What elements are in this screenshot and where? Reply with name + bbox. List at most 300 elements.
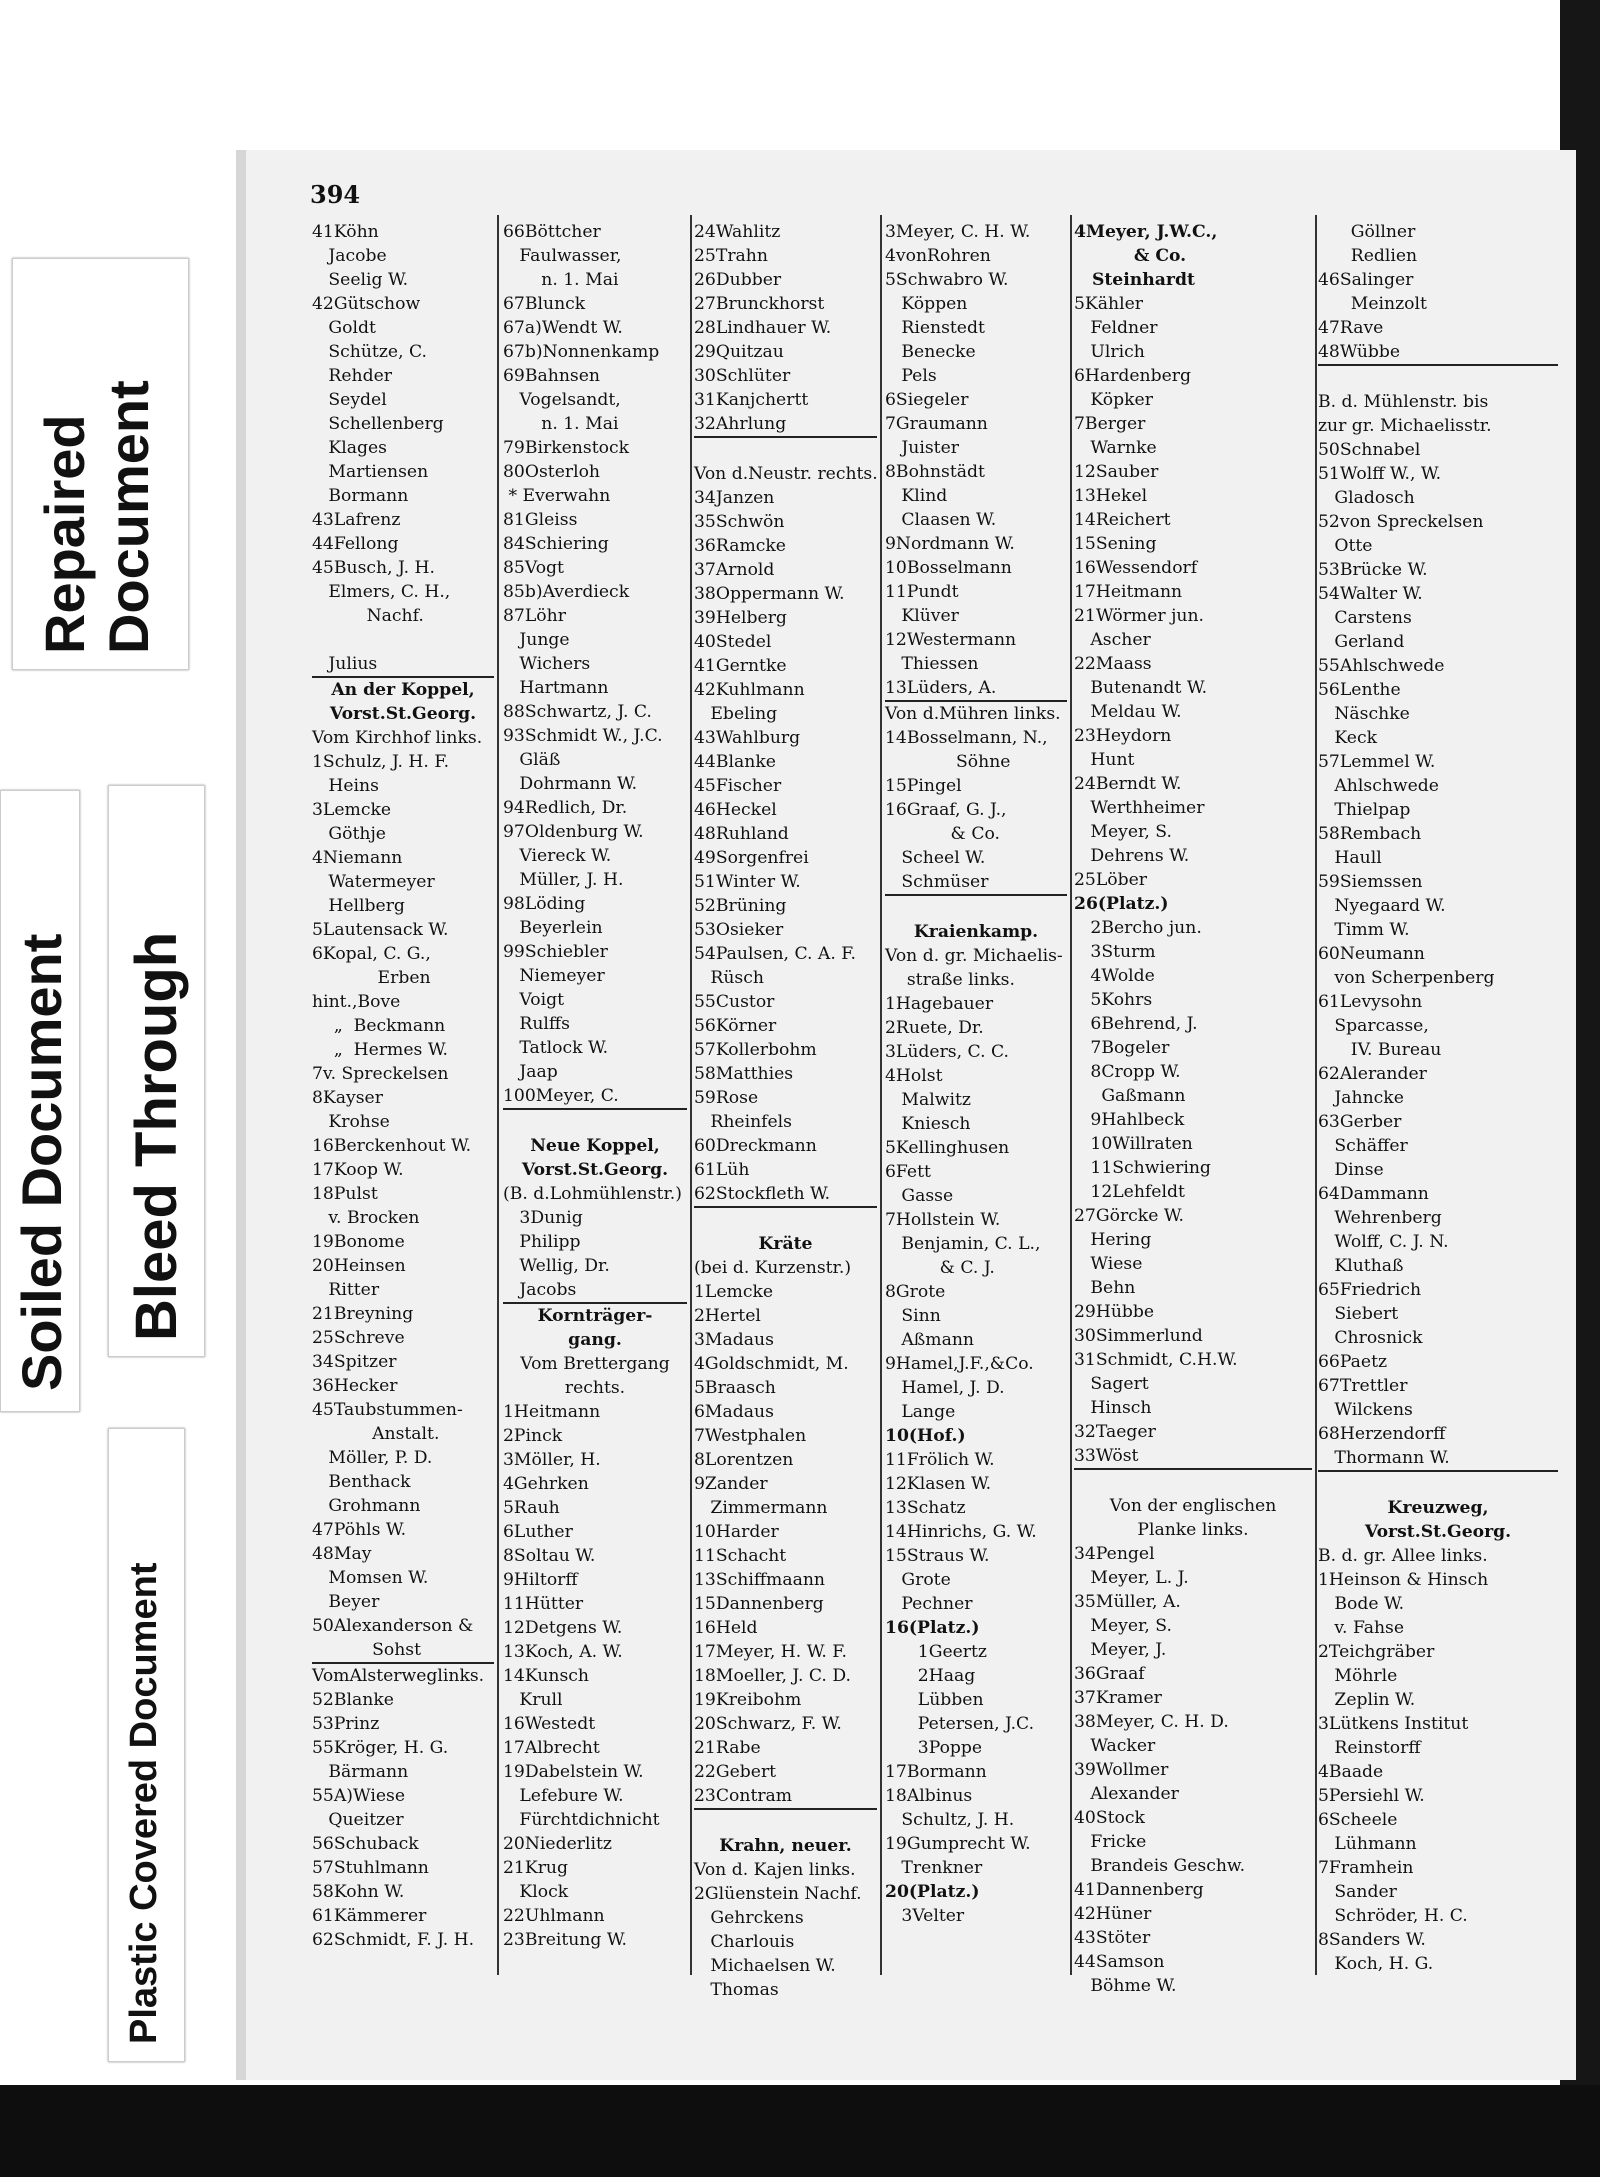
directory-entry: 9Hahlbeck — [1074, 1110, 1185, 1130]
directory-entry: 4vonRohren — [885, 246, 991, 266]
directory-entry: B. d. gr. Allee links. — [1318, 1546, 1488, 1566]
directory-entry: 47Rave — [1318, 318, 1384, 338]
directory-entry: 60Dreckmann — [694, 1136, 817, 1156]
directory-entry: 18Pulst — [312, 1184, 378, 1204]
directory-entry: 56Schuback — [312, 1834, 419, 1854]
directory-entry: 4Wolde — [1074, 966, 1155, 986]
directory-entry: 6Scheele — [1318, 1810, 1398, 1830]
directory-entry: Alexander — [1074, 1784, 1179, 1804]
directory-entry: Klock — [503, 1882, 569, 1902]
directory-entry: 23Contram — [694, 1784, 877, 1810]
directory-entry: 21Wörmer jun. — [1074, 606, 1205, 626]
directory-entry: Benthack — [312, 1472, 411, 1492]
directory-entry: Charlouis — [694, 1932, 795, 1952]
directory-entry: Schröder, H. C. — [1318, 1906, 1468, 1926]
directory-entry — [694, 1810, 877, 1834]
directory-entry: 44Samson — [1074, 1952, 1165, 1972]
directory-entry: Schmüser — [885, 870, 1067, 896]
directory-entry: Niemeyer — [503, 966, 605, 986]
directory-entry: Von d.Mühren links. — [885, 704, 1061, 724]
directory-entry: 5Schwabro W. — [885, 270, 1009, 290]
directory-entry: 45Busch, J. H. — [312, 558, 435, 578]
directory-entry: Otte — [1318, 536, 1373, 556]
directory-entry: 8Soltau W. — [503, 1546, 596, 1566]
directory-entry: „ Hermes W. — [312, 1040, 448, 1060]
directory-entry: 6Behrend, J. — [1074, 1014, 1198, 1034]
directory-entry: Meyer, S. — [1074, 822, 1172, 842]
directory-entry: 14Reichert — [1074, 510, 1171, 530]
directory-entry: 31Schmidt, C.H.W. — [1074, 1350, 1238, 1370]
directory-entry: Gehrckens — [694, 1908, 804, 1928]
directory-entry: hint.,Bove — [312, 992, 401, 1012]
directory-entry: Ulrich — [1074, 342, 1145, 362]
directory-entry: 16Held — [694, 1618, 758, 1638]
directory-entry: 12Detgens W. — [503, 1618, 623, 1638]
directory-entry: Elmers, C. H., — [312, 582, 451, 602]
label-soiled-document — [0, 790, 80, 1412]
directory-entry: 26(Platz.) — [1074, 894, 1169, 914]
directory-entry: 67Blunck — [503, 294, 586, 314]
directory-entry: Philipp — [503, 1232, 581, 1252]
directory-entry: 93Schmidt W., J.C. — [503, 726, 663, 746]
directory-entry: Keck — [1318, 728, 1377, 748]
directory-entry: 67a)Wendt W. — [503, 318, 623, 338]
directory-entry: 3Möller, H. — [503, 1450, 601, 1470]
directory-entry: straße links. — [885, 970, 1015, 990]
directory-entry: Gerland — [1318, 632, 1405, 652]
directory-entry: Carstens — [1318, 608, 1412, 628]
directory-entry: 1Heinson & Hinsch — [1318, 1570, 1489, 1590]
directory-entry: 16Wessendorf — [1074, 558, 1198, 578]
directory-entry: 4Meyer, J.W.C., — [1074, 222, 1218, 242]
directory-entry: 16Westedt — [503, 1714, 596, 1734]
directory-entry: Claasen W. — [885, 510, 997, 530]
directory-entry: Petersen, J.C. — [885, 1714, 1035, 1734]
directory-entry: 46Salinger — [1318, 270, 1414, 290]
directory-entry: Fricke — [1074, 1832, 1147, 1852]
directory-entry: Müller, J. H. — [503, 870, 624, 890]
directory-entry: 12Klasen W. — [885, 1474, 992, 1494]
directory-entry: 5Braasch — [694, 1378, 776, 1398]
directory-entry: 3Dunig — [503, 1208, 583, 1228]
directory-entry: Benecke — [885, 342, 976, 362]
directory-entry: 4Goldschmidt, M. — [694, 1354, 849, 1374]
directory-entry: 22Maass — [1074, 654, 1152, 674]
directory-entry: 15Pingel — [885, 776, 962, 796]
directory-entry: 56Lenthe — [1318, 680, 1401, 700]
directory-entry: Redlien — [1318, 246, 1418, 266]
directory-entry: 27Brunckhorst — [694, 294, 825, 314]
directory-entry: Schütze, C. — [312, 342, 427, 362]
directory-entry: 29Hübbe — [1074, 1302, 1155, 1322]
directory-entry: Viereck W. — [503, 846, 612, 866]
directory-entry: 94Redlich, Dr. — [503, 798, 628, 818]
directory-entry: Göthje — [312, 824, 386, 844]
directory-entry: 59Rose — [694, 1088, 759, 1108]
directory-entry: Meyer, S. — [1074, 1616, 1172, 1636]
directory-entry: 25Trahn — [694, 246, 768, 266]
directory-entry: Sagert — [1074, 1374, 1149, 1394]
directory-entry: Dohrmann W. — [503, 774, 638, 794]
directory-entry: Rienstedt — [885, 318, 985, 338]
directory-entry: Werthheimer — [1074, 798, 1205, 818]
directory-entry: 62Stockfleth W. — [694, 1182, 877, 1208]
directory-entry: Köpker — [1074, 390, 1153, 410]
directory-entry: 1Schulz, J. H. F. — [312, 752, 450, 772]
directory-entry: 4Niemann — [312, 848, 403, 868]
directory-entry: Hartmann — [503, 678, 609, 698]
directory-entry: 49Sorgenfrei — [694, 848, 809, 868]
directory-column-2 — [503, 220, 687, 1952]
directory-column-6 — [1318, 220, 1558, 1976]
directory-entry: 7Bogeler — [1074, 1038, 1170, 1058]
directory-entry: 17Heitmann — [1074, 582, 1183, 602]
directory-entry: 38Oppermann W. — [694, 584, 845, 604]
directory-entry: 16Berckenhout W. — [312, 1136, 472, 1156]
directory-entry: Möhrle — [1318, 1666, 1398, 1686]
directory-entry: Grohmann — [312, 1496, 421, 1516]
directory-entry: Wilckens — [1318, 1400, 1413, 1420]
directory-entry: Bode W. — [1318, 1594, 1405, 1614]
directory-entry: 42Kuhlmann — [694, 680, 805, 700]
directory-entry: 5Kellinghusen — [885, 1138, 1010, 1158]
directory-entry: 11Frölich W. — [885, 1450, 995, 1470]
directory-entry: 54Paulsen, C. A. F. — [694, 944, 856, 964]
directory-entry: Krohse — [312, 1112, 390, 1132]
directory-entry: Rheinfels — [694, 1112, 792, 1132]
directory-entry: 55Custor — [694, 992, 775, 1012]
directory-entry: Butenandt W. — [1074, 678, 1208, 698]
directory-entry: (bei d. Kurzenstr.) — [694, 1258, 852, 1278]
directory-entry: 18Moeller, J. C. D. — [694, 1666, 851, 1686]
directory-entry: 69Bahnsen — [503, 366, 600, 386]
column-rule — [690, 215, 692, 1975]
directory-entry: 43Wahlburg — [694, 728, 801, 748]
directory-entry: Seydel — [312, 390, 387, 410]
directory-entry: Krahn, neuer. — [719, 1836, 852, 1856]
directory-entry: 6Madaus — [694, 1402, 774, 1422]
directory-entry: 3Velter — [885, 1906, 965, 1926]
directory-entry: Jahncke — [1318, 1088, 1404, 1108]
directory-entry: 3Lemcke — [312, 800, 392, 820]
directory-entry: Bärmann — [312, 1762, 409, 1782]
directory-entry: Bormann — [312, 486, 409, 506]
directory-entry — [694, 438, 877, 462]
directory-entry: Voigt — [503, 990, 564, 1010]
directory-entry: 24Wahlitz — [694, 222, 781, 242]
directory-entry: Feldner — [1074, 318, 1158, 338]
directory-entry: 21Rabe — [694, 1738, 761, 1758]
directory-entry: 27Görcke W. — [1074, 1206, 1184, 1226]
directory-entry: Erben — [312, 968, 431, 988]
directory-entry: Hellberg — [312, 896, 405, 916]
directory-entry: 20(Platz.) — [885, 1882, 980, 1902]
directory-entry: Anstalt. — [312, 1424, 440, 1444]
directory-entry: Kreuzweg, — [1387, 1498, 1489, 1518]
label-bleed-through — [108, 785, 205, 1357]
directory-entry: 8Lorentzen — [694, 1450, 794, 1470]
directory-entry: 63Gerber — [1318, 1112, 1402, 1132]
directory-entry: Hamel, J. D. — [885, 1378, 1005, 1398]
directory-entry: 6Luther — [503, 1522, 573, 1542]
directory-entry: & Co. — [885, 824, 1000, 844]
directory-entry: 39Helberg — [694, 608, 787, 628]
directory-entry: 7v. Spreckelsen — [312, 1064, 449, 1084]
directory-entry: 12Lehfeldt — [1074, 1182, 1185, 1202]
directory-entry: 34Spitzer — [312, 1352, 397, 1372]
directory-entry: Lühmann — [1318, 1834, 1417, 1854]
directory-entry: Kraienkamp. — [913, 922, 1039, 942]
directory-entry: Julius — [312, 652, 494, 678]
directory-entry: 41Gerntke — [694, 656, 787, 676]
directory-entry: 1Heitmann — [503, 1402, 601, 1422]
directory-entry: Heins — [312, 776, 379, 796]
directory-entry: Möller, P. D. — [312, 1448, 433, 1468]
directory-entry: Planke links. — [1137, 1520, 1249, 1540]
directory-entry: Näschke — [1318, 704, 1410, 724]
directory-entry: 61Levysohn — [1318, 992, 1423, 1012]
directory-entry: 15Straus W. — [885, 1546, 990, 1566]
directory-entry: 24Berndt W. — [1074, 774, 1182, 794]
directory-entry: 66Böttcher — [503, 222, 601, 242]
directory-entry: 4Baade — [1318, 1762, 1384, 1782]
directory-entry: 80Osterloh — [503, 462, 600, 482]
directory-entry: Vom Brettergang — [520, 1354, 670, 1374]
directory-entry — [1318, 366, 1558, 390]
directory-entry: Thiessen — [885, 654, 979, 674]
directory-entry: Grote — [885, 1570, 951, 1590]
directory-entry: 38Meyer, C. H. D. — [1074, 1712, 1229, 1732]
directory-entry: 48Ruhland — [694, 824, 789, 844]
directory-entry: Malwitz — [885, 1090, 971, 1110]
directory-entry — [885, 896, 1067, 920]
directory-entry: 45Taubstummen- — [312, 1400, 463, 1420]
directory-entry: 45Fischer — [694, 776, 782, 796]
directory-entry: Juister — [885, 438, 959, 458]
directory-entry: 32Ahrlung — [694, 412, 877, 438]
directory-entry: Klages — [312, 438, 387, 458]
directory-entry: 98Löding — [503, 894, 586, 914]
directory-entry: Ritter — [312, 1280, 380, 1300]
directory-entry: Kräte — [758, 1234, 813, 1254]
directory-entry: Ebeling — [694, 704, 778, 724]
directory-entry: 6Hardenberg — [1074, 366, 1192, 386]
directory-entry: 19Bonome — [312, 1232, 405, 1252]
directory-entry: Schäffer — [1318, 1136, 1408, 1156]
directory-entry: VomAlsterweglinks. — [312, 1666, 485, 1686]
directory-entry: Dehrens W. — [1074, 846, 1190, 866]
directory-entry: Rüsch — [694, 968, 764, 988]
directory-entry — [312, 628, 494, 652]
directory-entry: 51Wolff W., W. — [1318, 464, 1442, 484]
directory-entry: 85b)Averdieck — [503, 582, 630, 602]
directory-entry: „ Beckmann — [312, 1016, 446, 1036]
label-repaired-document — [12, 258, 189, 670]
directory-entry: 19Kreibohm — [694, 1690, 802, 1710]
column-rule — [1070, 215, 1072, 1975]
directory-entry: 3Poppe — [885, 1738, 983, 1758]
directory-entry: Klind — [885, 486, 948, 506]
directory-entry: Scheel W. — [885, 848, 986, 868]
directory-entry: 9Hiltorff — [503, 1570, 578, 1590]
directory-entry: 87Löhr — [503, 606, 566, 626]
directory-entry — [1074, 1470, 1312, 1494]
directory-entry: 17Albrecht — [503, 1738, 600, 1758]
label-bleed-text: Bleed Through — [124, 931, 189, 1341]
directory-entry: 10Willraten — [1074, 1134, 1193, 1154]
directory-entry: 13Koch, A. W. — [503, 1642, 623, 1662]
directory-entry: 2Hertel — [694, 1306, 761, 1326]
directory-entry: 33Wöst — [1074, 1444, 1312, 1470]
directory-entry: 100Meyer, C. — [503, 1084, 687, 1110]
label-plastic-text: Plastic Covered Document — [123, 1562, 165, 2044]
directory-entry: 79Birkenstock — [503, 438, 629, 458]
directory-entry: 97Oldenburg W. — [503, 822, 644, 842]
directory-entry: Sparcasse, — [1318, 1016, 1429, 1036]
directory-entry: 41Köhn — [312, 222, 379, 242]
directory-entry: 22Gebert — [694, 1762, 777, 1782]
directory-entry: 84Schiering — [503, 534, 609, 554]
directory-entry: Kornträger- — [537, 1306, 653, 1326]
directory-entry: 4Holst — [885, 1066, 943, 1086]
directory-entry: 8Cropp W. — [1074, 1062, 1181, 1082]
directory-entry: Meldau W. — [1074, 702, 1182, 722]
directory-entry: Wellig, Dr. — [503, 1256, 610, 1276]
directory-entry: 58Kohn W. — [312, 1882, 405, 1902]
directory-entry: Wiese — [1074, 1254, 1143, 1274]
directory-entry: Böhme W. — [1074, 1976, 1177, 1996]
directory-entry: Dinse — [1318, 1160, 1384, 1180]
directory-entry: 64Dammann — [1318, 1184, 1429, 1204]
directory-entry: Aßmann — [885, 1330, 974, 1350]
directory-entry: 57Kollerbohm — [694, 1040, 817, 1060]
directory-entry: Rulffs — [503, 1014, 570, 1034]
directory-entry: 5Kohrs — [1074, 990, 1153, 1010]
directory-entry: Steinhardt — [1074, 270, 1195, 290]
directory-entry: 16Graaf, G. J., — [885, 800, 1007, 820]
directory-entry: 17Koop W. — [312, 1160, 404, 1180]
directory-entry: 56Körner — [694, 1016, 777, 1036]
directory-entry: 60Neumann — [1318, 944, 1425, 964]
directory-entry: 1Geertz — [885, 1642, 987, 1662]
directory-column-3 — [694, 220, 877, 2002]
directory-entry: Beyer — [312, 1592, 380, 1612]
directory-entry: Vorst.St.Georg. — [329, 704, 477, 724]
directory-entry: Brandeis Geschw. — [1074, 1856, 1246, 1876]
directory-entry: 40Stedel — [694, 632, 772, 652]
directory-entry: 1Hagebauer — [885, 994, 994, 1014]
directory-entry: 8Grote — [885, 1282, 946, 1302]
label-soiled-text: Soiled Document — [10, 933, 73, 1391]
directory-entry: 58Rembach — [1318, 824, 1422, 844]
directory-entry: 66Paetz — [1318, 1352, 1388, 1372]
directory-entry: 14Bosselmann, N., — [885, 728, 1048, 748]
directory-entry: 1Lemcke — [694, 1282, 774, 1302]
directory-entry: 88Schwartz, J. C. — [503, 702, 652, 722]
directory-column-1 — [312, 220, 494, 1952]
directory-entry: 65Friedrich — [1318, 1280, 1422, 1300]
directory-entry: 2Haag — [885, 1666, 976, 1686]
directory-entry: Queitzer — [312, 1810, 404, 1830]
directory-entry: Vogelsandt, — [503, 390, 621, 410]
directory-entry: Vom Kirchhof links. — [312, 728, 483, 748]
directory-entry: Nyegaard W. — [1318, 896, 1446, 916]
directory-entry: 8Bohnstädt — [885, 462, 985, 482]
directory-entry: Von d. Kajen links. — [694, 1860, 856, 1880]
page-number: 394 — [310, 180, 361, 209]
directory-entry: Goldt — [312, 318, 376, 338]
label-plastic-covered — [108, 1428, 185, 2062]
directory-entry: * Everwahn — [503, 486, 611, 506]
directory-entry: 10(Hof.) — [885, 1426, 966, 1446]
directory-entry: 7Hollstein W. — [885, 1210, 1001, 1230]
directory-entry: Meinzolt — [1318, 294, 1427, 314]
directory-entry: 3Meyer, C. H. W. — [885, 222, 1031, 242]
directory-entry: 3Lütkens Institut — [1318, 1714, 1469, 1734]
directory-entry: Söhne — [885, 752, 1011, 772]
directory-entry: 3Madaus — [694, 1330, 774, 1350]
directory-entry: rechts. — [564, 1378, 626, 1398]
directory-entry: 50Schnabel — [1318, 440, 1421, 460]
directory-entry: 36Hecker — [312, 1376, 398, 1396]
directory-entry: 12Westermann — [885, 630, 1017, 650]
directory-entry: Schellenberg — [312, 414, 444, 434]
directory-entry: IV. Bureau — [1318, 1040, 1442, 1060]
directory-entry: Sohst — [312, 1638, 494, 1664]
directory-entry: Tatlock W. — [503, 1038, 609, 1058]
directory-entry — [503, 1110, 687, 1134]
directory-entry: 30Simmerlund — [1074, 1326, 1203, 1346]
directory-entry: 61Lüh — [694, 1160, 750, 1180]
directory-entry: 28Lindhauer W. — [694, 318, 832, 338]
directory-entry: 5Persiehl W. — [1318, 1786, 1425, 1806]
directory-entry: 6Fett — [885, 1162, 931, 1182]
directory-entry — [694, 1208, 877, 1232]
directory-entry: 32Taeger — [1074, 1422, 1156, 1442]
directory-entry: 20Heinsen — [312, 1256, 406, 1276]
column-rule — [1315, 215, 1317, 1975]
directory-entry: Gladosch — [1318, 488, 1415, 508]
directory-entry: Michaelsen W. — [694, 1956, 836, 1976]
directory-entry: Meyer, J. — [1074, 1640, 1167, 1660]
directory-entry: 9Zander — [694, 1474, 768, 1494]
directory-entry: Junge — [503, 630, 570, 650]
directory-entry: 2Bercho jun. — [1074, 918, 1202, 938]
directory-entry: Vorst.St.Georg. — [1364, 1522, 1512, 1542]
directory-entry: 51Winter W. — [694, 872, 801, 892]
directory-entry: 20Niederlitz — [503, 1834, 612, 1854]
directory-entry: 36Ramcke — [694, 536, 786, 556]
directory-entry: 7Berger — [1074, 414, 1146, 434]
directory-entry: Gläß — [503, 750, 561, 770]
directory-entry: 18Albinus — [885, 1786, 973, 1806]
directory-entry: 2Ruete, Dr. — [885, 1018, 984, 1038]
directory-entry: Beyerlein — [503, 918, 603, 938]
directory-entry: n. 1. Mai — [503, 414, 619, 434]
directory-entry: Krull — [503, 1690, 563, 1710]
directory-entry: 31Kanjchertt — [694, 390, 809, 410]
directory-entry: Zeplin W. — [1318, 1690, 1416, 1710]
directory-entry: 36Graaf — [1074, 1664, 1145, 1684]
directory-entry: Meyer, L. J. — [1074, 1568, 1189, 1588]
directory-entry: 44Blanke — [694, 752, 776, 772]
directory-entry: Lange — [885, 1402, 956, 1422]
directory-entry: 7Framhein — [1318, 1858, 1414, 1878]
directory-entry: 29Quitzau — [694, 342, 784, 362]
directory-entry: Reinstorff — [1318, 1738, 1421, 1758]
directory-entry: 21Breyning — [312, 1304, 414, 1324]
directory-entry: 14Hinrichs, G. W. — [885, 1522, 1037, 1542]
